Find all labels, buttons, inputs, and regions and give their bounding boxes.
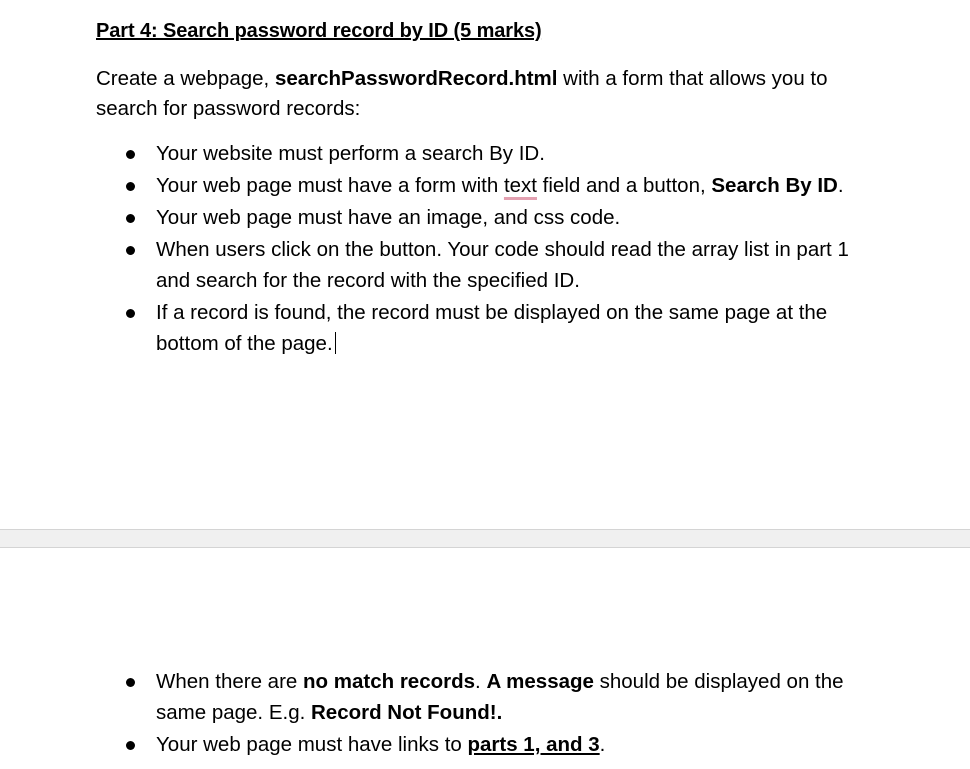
section-heading: Part 4: Search password record by ID (5 marks) bbox=[96, 20, 542, 42]
spellcheck-flagged-word[interactable]: text bbox=[503, 174, 537, 197]
parts-link[interactable]: parts 1, and 3 bbox=[467, 733, 600, 756]
list-item: Your web page must have a form with text field and a button, Search By ID. bbox=[156, 170, 876, 201]
button-name-text: Search By ID bbox=[711, 174, 838, 197]
list-item: When there are no match records. A message should be displayed on the same page. E.g. Record Not Found!. bbox=[156, 666, 876, 728]
list-item: Your web page must have links to parts 1, and 3. bbox=[156, 729, 876, 760]
page-break bbox=[0, 529, 970, 548]
requirements-list bbox=[156, 138, 876, 360]
filename-text: searchPasswordRecord.html bbox=[274, 67, 558, 90]
text-cursor bbox=[335, 332, 336, 354]
list-item: When users click on the button. Your code should read the array list in part 1 and search for the record with the specified ID. bbox=[156, 234, 876, 296]
list-item: Your web page must have an image, and css code. bbox=[156, 202, 876, 233]
document-page-2 bbox=[0, 548, 970, 769]
list-item: If a record is found, the record must be displayed on the same page at the bottom of the page. bbox=[156, 297, 876, 359]
list-item: Your website must perform a search By ID. bbox=[156, 138, 876, 169]
requirements-list-continued bbox=[156, 666, 876, 761]
intro-paragraph: Create a webpage, searchPasswordRecord.html with a form that allows you to search for password records: bbox=[96, 67, 828, 120]
